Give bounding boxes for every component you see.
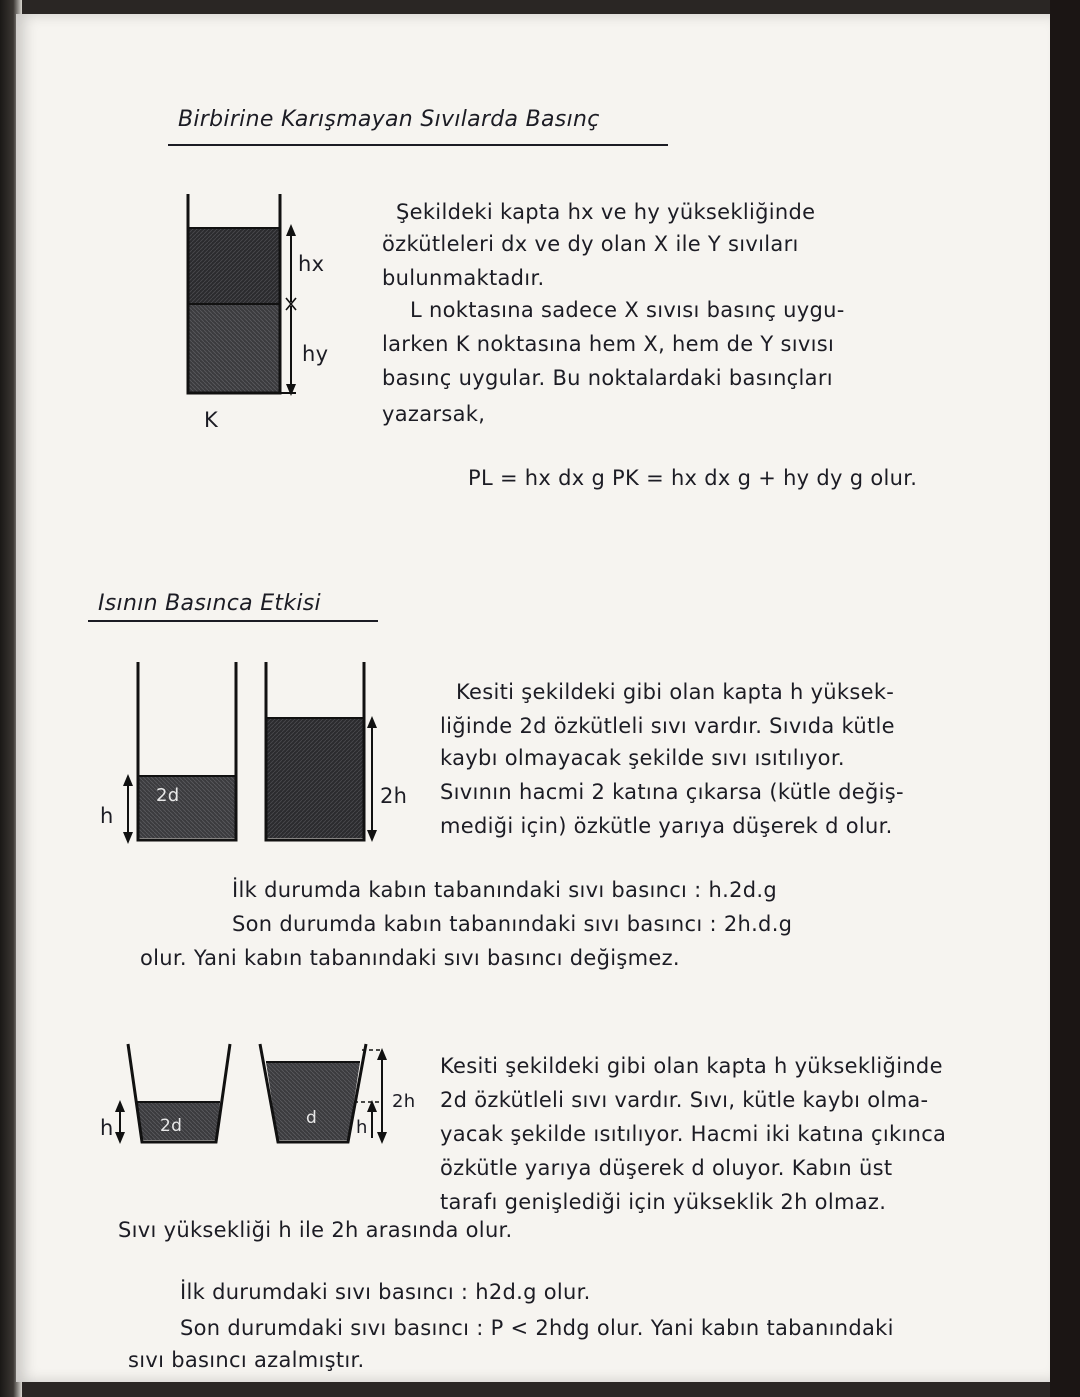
figure1-label-2d: 2d [156, 785, 180, 806]
figure1-label-2h: 2h [380, 784, 408, 808]
result1-line-1: İlk durumda kabın tabanındaki sıvı basıncı : h.2d.g [232, 878, 777, 902]
section2-p2-line-5: tarafı genişlediği için yükseklik 2h olmaz. [440, 1190, 887, 1214]
liquid-2d [138, 776, 236, 838]
liquid-y [188, 304, 280, 392]
section2-p2-line-4: özkütle yarıya düşerek d oluyor. Kabın üst [440, 1156, 893, 1180]
section1-line-6: basınç uygular. Bu noktalardaki basınçları [382, 366, 833, 390]
section2-title-underline [88, 620, 378, 622]
section1-line-4: L noktasına sadece X sıvısı basınç uygu- [410, 298, 845, 322]
figure2-label-d: d [306, 1108, 318, 1128]
result1-line-2: Son durumda kabın tabanındaki sıvı basıncı : 2h.d.g [232, 912, 793, 936]
liquid-d-expanded [266, 718, 364, 838]
section1-line-2: özkütleleri dx ve dy olan X ile Y sıvıları [382, 232, 799, 256]
section1-title: Birbirine Karışmayan Sıvılarda Basınç [178, 107, 600, 132]
section1-line-7: yazarsak, [382, 402, 486, 426]
section2-p2-line-3: yacak şekilde ısıtılıyor. Hacmi iki katına çıkınca [440, 1122, 947, 1146]
liquid-x [188, 228, 280, 304]
section1-line-1: Şekildeki kapta hx ve hy yüksekliğinde [396, 200, 816, 224]
section2-p1-line-5: mediği için) özkütle yarıya düşerek d olur. [440, 814, 893, 838]
section2-title: Isının Basınca Etkisi [98, 591, 321, 616]
section2-p1-line-2: liğinde 2d özkütleli sıvı vardır. Sıvıda kütle [440, 714, 895, 738]
heating-figure-1 [110, 660, 410, 860]
label-k: K [204, 408, 219, 432]
section1-line-5: larken K noktasına hem X, hem de Y sıvısı [382, 332, 835, 356]
section2-p2-line-2: 2d özkütleli sıvı vardır. Sıvı, kütle kaybı olma- [440, 1088, 929, 1112]
figure2-label-h: h [100, 1116, 114, 1140]
section1-formula: PL = hx dx g PK = hx dx g + hy dy g olur. [468, 466, 918, 490]
figure2-label-h-inner: h [356, 1117, 368, 1138]
result2-line-3: sıvı basıncı azalmıştır. [128, 1348, 365, 1372]
page-edge-right [1050, 0, 1080, 1397]
figure2-label-2h: 2h [392, 1091, 416, 1112]
result2-line-2: Son durumdaki sıvı basıncı : P < 2hdg olur. Yani kabın tabanındaki [180, 1316, 894, 1340]
label-hx: hx [298, 252, 325, 276]
heating-figure-2 [100, 1040, 420, 1160]
section1-title-underline [168, 144, 668, 146]
result1-line-3: olur. Yani kabın tabanındaki sıvı basıncı değişmez. [140, 946, 680, 970]
result2-line-1: İlk durumdaki sıvı basıncı : h2d.g olur. [180, 1280, 591, 1304]
section2-p1-line-1: Kesiti şekildeki gibi olan kapta h yüksek- [456, 680, 895, 704]
section2-p2-line-6: Sıvı yüksekliği h ile 2h arasında olur. [118, 1218, 513, 1242]
label-hy: hy [302, 342, 329, 366]
section2-p2-line-1: Kesiti şekildeki gibi olan kapta h yüksekliğinde [440, 1054, 943, 1078]
section1-line-3: bulunmaktadır. [382, 266, 545, 290]
section1-container-figure [180, 190, 340, 440]
section2-p1-line-4: Sıvının hacmi 2 katına çıkarsa (kütle değiş- [440, 780, 904, 804]
figure2-label-2d: 2d [160, 1116, 183, 1136]
figure1-label-h: h [100, 804, 114, 828]
section2-p1-line-3: kaybı olmayacak şekilde sıvı ısıtılıyor. [440, 746, 845, 770]
